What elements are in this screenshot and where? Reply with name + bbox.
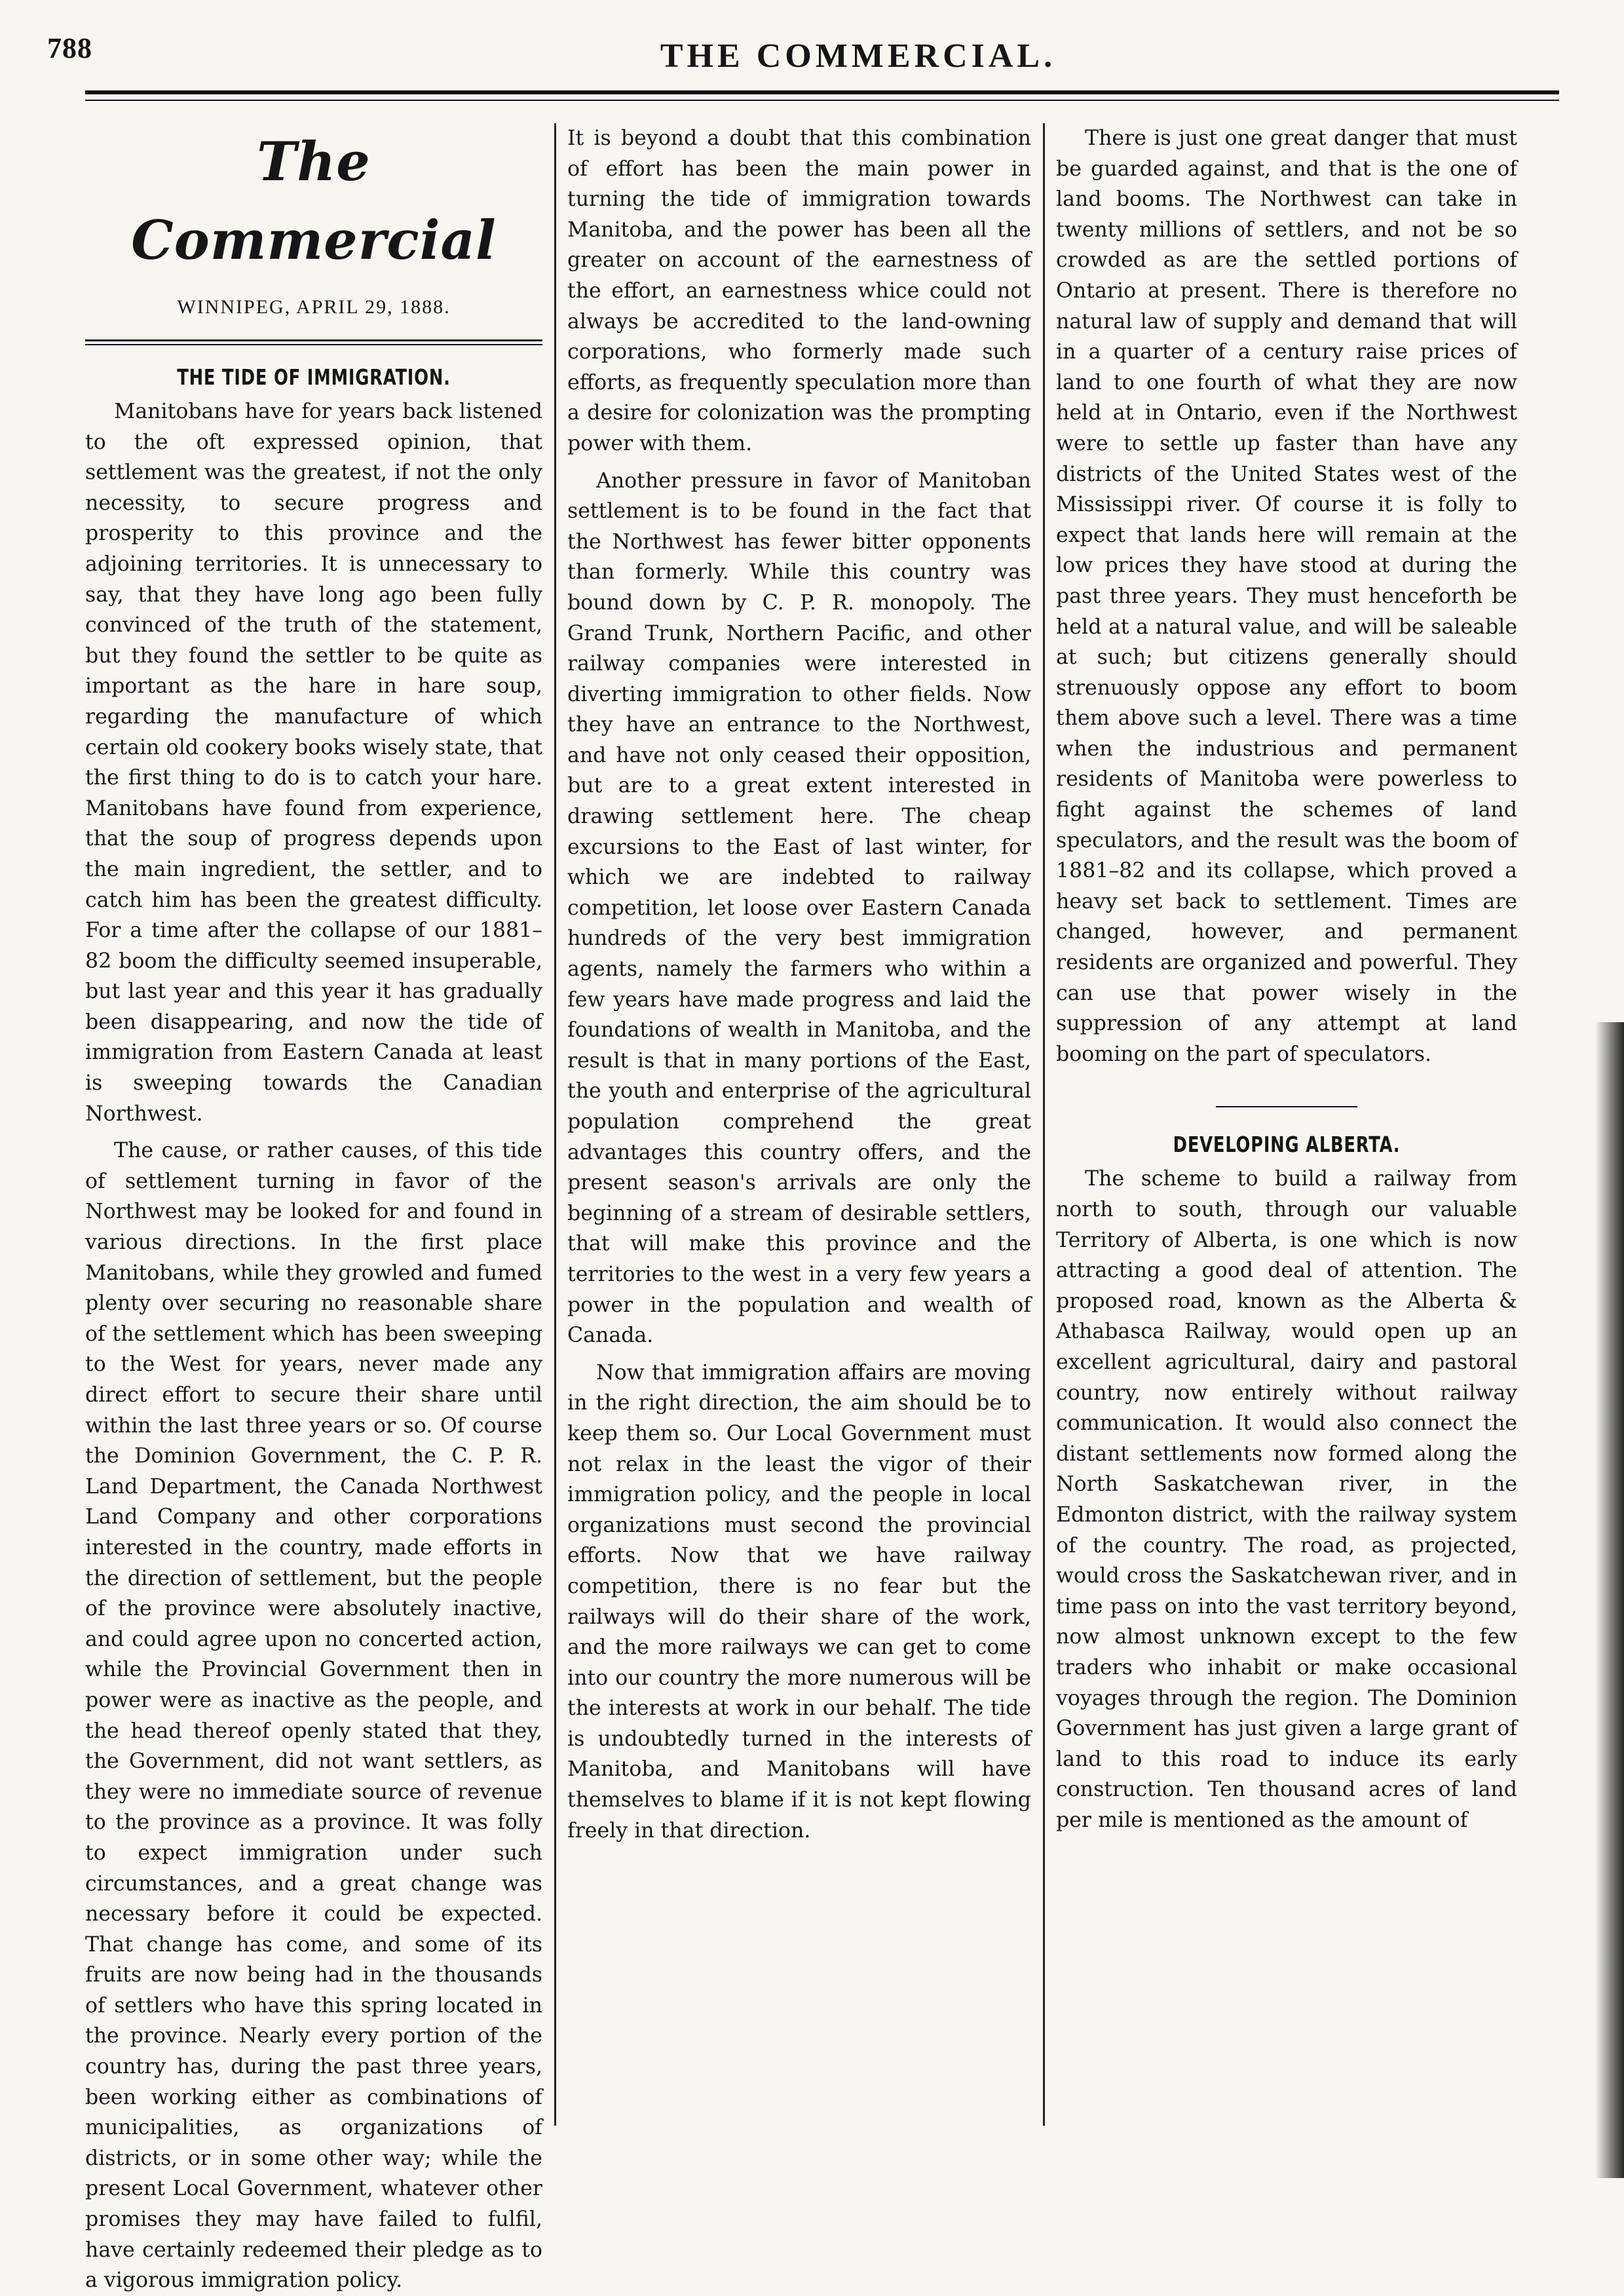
section-rule bbox=[1216, 1106, 1357, 1107]
header-rule-thick bbox=[85, 90, 1559, 94]
column-divider-1 bbox=[554, 123, 556, 2126]
page-edge-shadow bbox=[1595, 1022, 1624, 2178]
column-1 bbox=[85, 123, 542, 2296]
column-3 bbox=[1056, 123, 1517, 1835]
article-headline: DEVELOPING ALBERTA. bbox=[1173, 1132, 1401, 1158]
column-2 bbox=[567, 123, 1031, 1846]
dateline: WINNIPEG, APRIL 29, 1888. bbox=[177, 296, 451, 318]
article-paragraph: The scheme to build a railway from north to south, through our valuable Territory of Alberta, is one which is now attracting a good deal of attention. The proposed road, known as the Alberta & Athabasca Railway, would open up an excellent agricultural, dairy and pastoral country, now entirely without railway communication. It would also connect the distant settlements now formed along the North Saskatchewan river, in the Edmonton district, with the railway system of the country. The road, as projected, would cross the Saskatchewan river, and in time pass on into the vast territory beyond, now almost unknown except to the few traders who inhabit or make occasional voyages through the region. The Dominion Government has just given a large grant of land to this road to induce its early construction. Ten thousand acres of land per mile is mentioned as the amount of bbox=[1056, 1167, 1517, 1832]
article-paragraph: There is just one great danger that must be guarded against, and that is the one of land booms. The Northwest can take in twenty millions of settlers, and not be so crowded as are the settled portions of Ontario at present. There is therefore no natural law of supply and demand that will in a quarter of a century raise prices of land to one fourth of what they are now held at in Ontario, even if the Northwest were to settle up faster than have any districts of the United States west of the Mississippi river. Of course it is folly to expect that lands here will remain at the low prices they have stood at during the past three years. They must henceforth be held at a natural value, and will be saleable at such; but citizens generally should strenuously oppose any effort to boom them above such a level. There was a time when the industrious and permanent residents of Manitoba were powerless to fight against the schemes of land speculators, and the result was the boom of 1881–82 and its collapse, which proved a heavy set back to settlement. Times are changed, however, and permanent residents are organized and powerful. They can use that power wisely in the suppression of any attempt at land booming on the part of speculators. bbox=[1056, 126, 1517, 1066]
dateline-rule bbox=[85, 339, 542, 345]
column-divider-2 bbox=[1043, 123, 1045, 2126]
article-paragraph: Now that immigration affairs are moving in the right direction, the aim should be to keep them so. Our Local Government must not relax in the least the vigor of their immigration policy, and the people in local organizations must second the provincial efforts. Now that we have railway competition, there is no fear but the railways will do their share of the work, and the more railways we can get to come into our country the more numerous will be the interests at work in our behalf. The tide is undoubtedly turned in the interests of Manitoba, and Manitobans will have themselves to blame if it is not kept flowing freely in that direction. bbox=[567, 1360, 1031, 1843]
article-headline: THE TIDE OF IMMIGRATION. bbox=[177, 364, 451, 390]
header-rule-thin bbox=[85, 100, 1559, 101]
page-number: 788 bbox=[47, 32, 92, 64]
masthead-title: The Commercial bbox=[131, 131, 497, 272]
article-paragraph: Another pressure in favor of Manitoban settlement is to be found in the fact that the Northwest has fewer bitter opponents than formerly. While this country was bound down by C. P. R. monopoly. The Grand Trunk, Northern Pacific, and other railway companies were interested in diverting immigration to other fields. Now they have an entrance to the Northwest, and have not only ceased their opposition, but are to a great extent interested in drawing settlement here. The cheap excursions to the East of last winter, for which we are indebted to railway competition, let loose over Eastern Canada hundreds of the very best immigration agents, namely the farmers who within a few years have made progress and laid the foundations of wealth in Manitoba, and the result is that in many portions of the East, the youth and enterprise of the agricultural population comprehend the great advantages this country offers, and the present season's arrivals are only the beginning of a stream of desirable settlers, that will make this province and the territories to the west in a very few years a power in the population and wealth of Canada. bbox=[567, 469, 1031, 1348]
running-title: THE COMMERCIAL. bbox=[660, 37, 1057, 75]
article-paragraph: The cause, or rather causes, of this tide of settlement turning in favor of the Northwest may be looked for and found in various directions. In the first place Manitobans, while they growled and fumed plenty over securing no reasonable share of the settlement which has been sweeping to the West for years, never made any direct effort to secure their share until within the last three years or so. Of course the Dominion Government, the C. P. R. Land Department, the Canada Northwest Land Company and other corporations interested in the country, made efforts in the direction of settlement, but the people of the province were absolutely inactive, and could agree upon no concerted action, while the Provincial Government then in power were as inactive as the people, and the head thereof openly stated that they, the Government, did not want settlers, as they were no immediate source of revenue to the province as a province. It was folly to expect immigration under such circumstances, and a great change was necessary before it could be expected. That change has come, and some of its fruits are now being had in the thousands of settlers who have this spring located in the province. Nearly every portion of the country has, during the past three years, been working either as combinations of municipalities, as organizations of districts, or in some other way; while the present Local Government, whatever other promises they may have failed to fulfil, have certainly redeemed their pledge as to a vigorous immigration policy. bbox=[85, 1139, 542, 2293]
article-paragraph: Manitobans have for years back listened to the oft expressed opinion, that settlement was the greatest, if not the only necessity, to secure progress and prosperity to this province and the adjoining territories. It is unnecessary to say, that they have long ago been fully convinced of the truth of the statement, but they found the settler to be quite as important as the hare in hare soup, regarding the manufacture of which certain old cookery books wisely state, that the first thing to do is to catch your hare. Manitobans have found from experience, that the soup of progress depends upon the main ingredient, the settler, and to catch him has been the greatest difficulty. For a time after the collapse of our 1881–82 boom the difficulty seemed insuperable, but last year and this year it has gradually been disappearing, and now the tide of immigration from Eastern Canada at least is sweeping towards the Canadian Northwest. bbox=[85, 400, 542, 1126]
article-paragraph: It is beyond a doubt that this combination of effort has been the main power in turning the tide of immigration towards Manitoba, and the power has been all the greater on account of the earnestness of the effort, an earnestness whice could not always be accredited to the land-owning corporations, who formerly made such efforts, as frequently speculation more than a desire for colonization was the prompting power with them. bbox=[567, 126, 1031, 455]
